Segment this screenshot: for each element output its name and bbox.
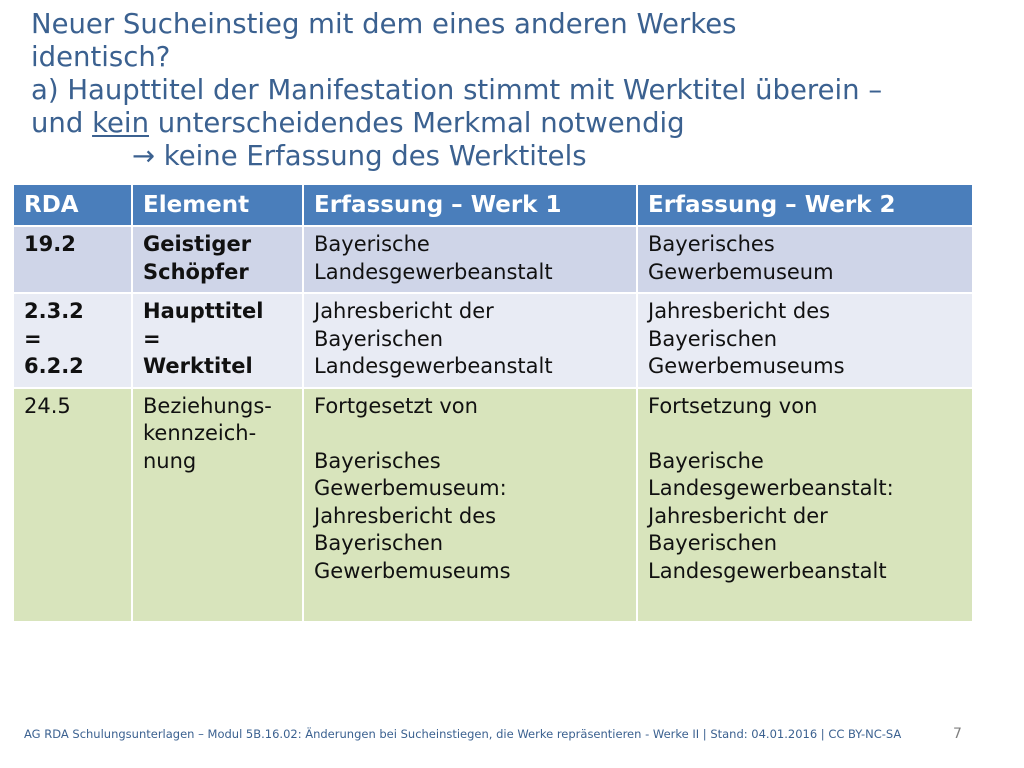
werk-1-cell: Fortgesetzt von Bayerisches Gewerbemuseum: Jahresbericht des Bayerischen Gewerbemuseums — [303, 388, 637, 622]
werk-2-cell: Fortsetzung von Bayerische Landesgewerbeanstalt: Jahresbericht der Bayerischen Landesgewerbeanstalt — [637, 388, 973, 622]
slide-title — [31, 8, 991, 173]
werk-2-cell: Jahresbericht des Bayerischen Gewerbemuseums — [637, 293, 973, 388]
header-werk-2: Erfassung – Werk 2 — [637, 184, 973, 226]
werk-2-cell: Bayerisches Gewerbemuseum — [637, 226, 973, 293]
title-line-2: identisch? — [31, 41, 171, 73]
header-element: Element — [132, 184, 303, 226]
table-row — [13, 293, 973, 388]
rda-number-cell: 24.5 — [13, 388, 132, 622]
title-line-4 — [31, 107, 991, 140]
page-number: 7 — [953, 726, 962, 742]
table-row — [13, 226, 973, 293]
title-emphasis-kein: kein — [92, 107, 149, 139]
rda-comparison-table — [12, 183, 974, 623]
werk-1-cell: Bayerische Landesgewerbeanstalt — [303, 226, 637, 293]
element-cell: Beziehungs- kennzeich- nung — [132, 388, 303, 622]
element-cell: Geistiger Schöpfer — [132, 226, 303, 293]
header-rda: RDA — [13, 184, 132, 226]
title-line-5 — [31, 140, 991, 173]
arrow-right-icon: → — [132, 140, 156, 172]
werk-1-cell: Jahresbericht der Bayerischen Landesgewerbeanstalt — [303, 293, 637, 388]
table-header-row — [13, 184, 973, 226]
rda-number-cell: 2.3.2 = 6.2.2 — [13, 293, 132, 388]
title-line-3: a) Haupttitel der Manifestation stimmt mit Werktitel überein – — [31, 74, 883, 106]
rda-number-cell: 19.2 — [13, 226, 132, 293]
header-werk-1: Erfassung – Werk 1 — [303, 184, 637, 226]
title-line-5-text: keine Erfassung des Werktitels — [155, 140, 587, 172]
title-line-4-post: unterscheidendes Merkmal notwendig — [149, 107, 685, 139]
title-line-1: Neuer Sucheinstieg mit dem eines anderen Werkes — [31, 8, 737, 40]
element-cell: Haupttitel = Werktitel — [132, 293, 303, 388]
title-line-4-pre: und — [31, 107, 93, 139]
table-row — [13, 388, 973, 622]
footer-text: AG RDA Schulungsunterlagen – Modul 5B.16.02: Änderungen bei Sucheinstiegen, die Werke repräsentieren - Werke II | Stand: 04.01.2016 | CC BY-NC-SA — [24, 727, 902, 741]
